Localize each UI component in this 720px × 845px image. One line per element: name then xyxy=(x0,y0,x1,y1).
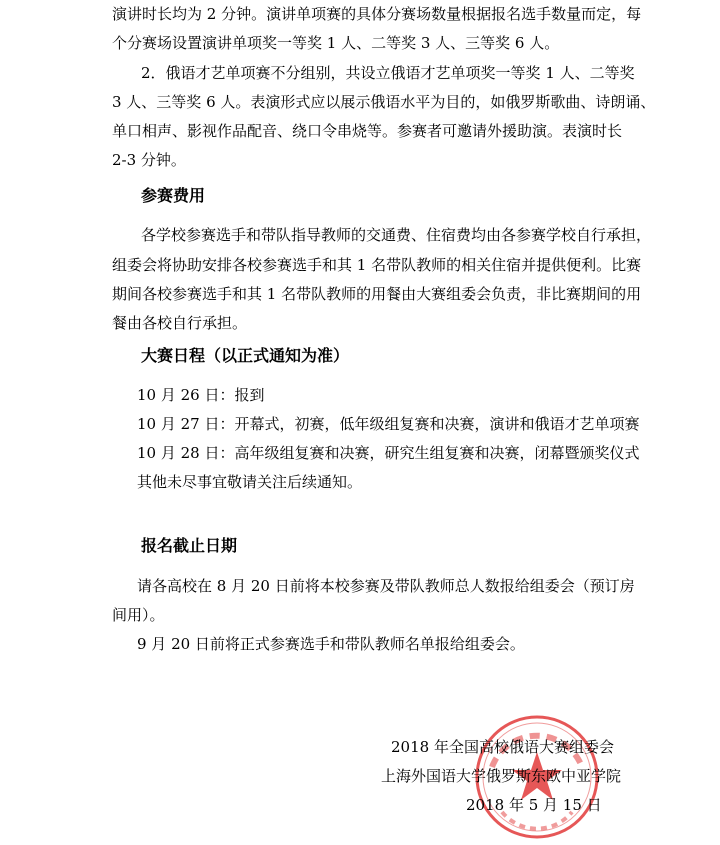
body-text-line: 2．俄语才艺单项赛不分组别，共设立俄语才艺单项奖一等奖 1 人、二等奖 xyxy=(141,64,635,82)
body-text-line: 间用）。 xyxy=(112,606,165,624)
signature-institution: 上海外国语大学俄罗斯东欧中亚学院 xyxy=(381,767,622,785)
schedule-line: 10 月 26 日：报到 xyxy=(137,386,265,404)
body-text-line: 各学校参赛选手和带队指导教师的交通费、住宿费均由各参赛学校自行承担， xyxy=(141,226,652,244)
body-text-line: 餐由各校自行承担。 xyxy=(112,314,248,332)
schedule-line: 其他未尽事宜敬请关注后续通知。 xyxy=(137,473,363,491)
body-text-line: 请各高校在 8 月 20 日前将本校参赛及带队教师总人数报给组委会（预订房 xyxy=(137,577,635,595)
body-text-line: 个分赛场设置演讲单项奖一等奖 1 人、二等奖 3 人、三等奖 6 人。 xyxy=(112,34,560,52)
section-heading-fees: 参赛费用 xyxy=(141,186,206,205)
body-text-line: 9 月 20 日前将正式参赛选手和带队教师名单报给组委会。 xyxy=(137,635,525,653)
body-text-line: 单口相声、影视作品配音、绕口令串烧等。参赛者可邀请外援助演。表演时长 xyxy=(112,122,623,140)
signature-date: 2018 年 5 月 15 日 xyxy=(466,796,602,814)
body-text-line: 3 人、三等奖 6 人。表演形式应以展示俄语水平为目的，如俄罗斯歌曲、诗朗诵、 xyxy=(112,93,656,111)
schedule-line: 10 月 27 日：开幕式，初赛，低年级组复赛和决赛，演讲和俄语才艺单项赛 xyxy=(137,415,640,433)
section-heading-schedule: 大赛日程（以正式通知为准） xyxy=(141,346,350,365)
schedule-line: 10 月 28 日：高年级组复赛和决赛，研究生组复赛和决赛，闭幕暨颁奖仪式 xyxy=(137,444,640,462)
body-text-line: 演讲时长均为 2 分钟。演讲单项赛的具体分赛场数量根据报名选手数量而定，每 xyxy=(112,5,642,23)
body-text-line: 组委会将协助安排各校参赛选手和其 1 名带队教师的相关住宿并提供便利。比赛 xyxy=(112,256,642,274)
section-heading-deadline: 报名截止日期 xyxy=(141,536,238,555)
body-text-line: 2-3 分钟。 xyxy=(112,151,186,169)
body-text-line: 期间各校参赛选手和其 1 名带队教师的用餐由大赛组委会负责，非比赛期间的用 xyxy=(112,285,642,303)
signature-organizing-committee: 2018 年全国高校俄语大赛组委会 xyxy=(391,738,614,756)
